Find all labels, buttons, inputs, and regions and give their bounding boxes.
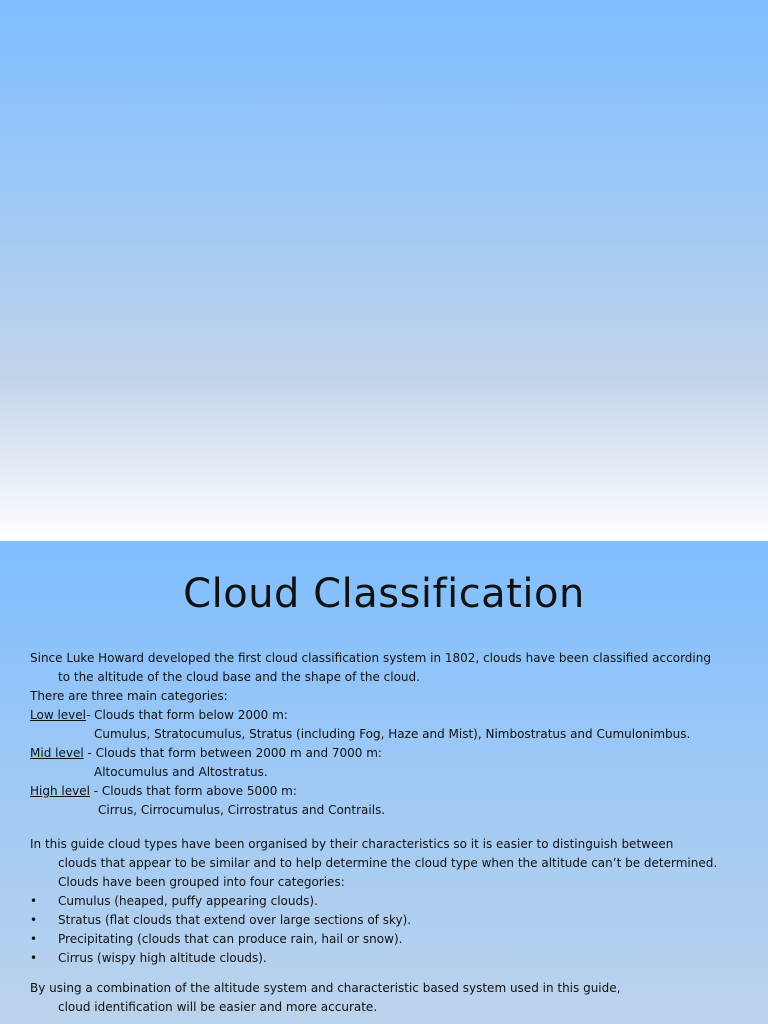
high-level-desc: - Clouds that form above 5000 m: — [89, 784, 297, 798]
bullet-icon: • — [30, 913, 38, 927]
low-level-desc: - Clouds that form below 2000 m: — [85, 708, 288, 722]
guide-paragraph — [30, 835, 746, 892]
guide-line-2: clouds that appear to be similar and to help determine the cloud type when the altitude can’t be determined. — [58, 856, 718, 870]
guide-line-1: In this guide cloud types have been organised by their characteristics so it is easier to distinguish between — [30, 837, 674, 851]
spacer — [30, 968, 746, 979]
categories-intro: There are three main categories: — [30, 689, 228, 703]
intro-paragraph — [30, 649, 746, 687]
spacer — [30, 820, 746, 835]
list-item — [30, 892, 746, 911]
high-level-types: Cirrus, Cirrocumulus, Cirrostratus and Contrails. — [98, 803, 386, 817]
mid-level-types: Altocumulus and Altostratus. — [94, 765, 268, 779]
low-level-label: Low level — [30, 708, 86, 722]
list-item — [30, 911, 746, 930]
mid-level-label: Mid level — [30, 746, 84, 760]
closing-line-1: By using a combination of the altitude system and characteristic based system used in this guide, — [30, 981, 621, 995]
page-title: Cloud Classification — [183, 571, 585, 617]
mid-level-heading — [30, 744, 746, 763]
low-level-heading — [30, 706, 746, 725]
mid-level-desc: - Clouds that form between 2000 m and 7000 m: — [83, 746, 382, 760]
intro-line-1: Since Luke Howard developed the first cloud classification system in 1802, clouds have been classified according — [30, 651, 711, 665]
list-item-text: Precipitating (clouds that can produce rain, hail or snow). — [58, 932, 403, 946]
list-item-text: Stratus (flat clouds that extend over large sections of sky). — [58, 913, 412, 927]
bullet-icon: • — [30, 932, 38, 946]
low-level-types: Cumulus, Stratocumulus, Stratus (including Fog, Haze and Mist), Nimbostratus and Cumulonimbus. — [94, 727, 691, 741]
closing-line-2: cloud identification will be easier and more accurate. — [58, 1000, 378, 1014]
slide-body — [30, 649, 746, 1017]
category-list — [30, 892, 746, 968]
bullet-icon: • — [30, 951, 38, 965]
list-item — [30, 949, 746, 968]
guide-line-3: Clouds have been grouped into four categories: — [58, 875, 345, 889]
bullet-icon: • — [30, 894, 38, 908]
high-level-heading — [30, 782, 746, 801]
list-item — [30, 930, 746, 949]
closing-paragraph — [30, 979, 746, 1017]
high-level-label: High level — [30, 784, 90, 798]
list-item-text: Cumulus (heaped, puffy appearing clouds). — [58, 894, 318, 908]
list-item-text: Cirrus (wispy high altitude clouds). — [58, 951, 267, 965]
intro-line-2: to the altitude of the cloud base and the shape of the cloud. — [58, 670, 420, 684]
